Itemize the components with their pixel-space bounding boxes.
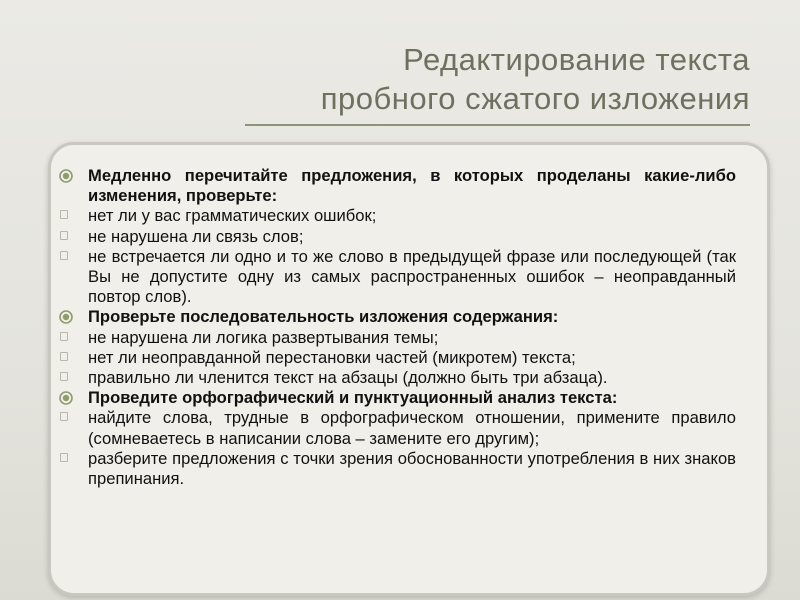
list-item-word-links <box>56 227 736 247</box>
round-bullet-icon <box>58 309 74 325</box>
list-item-paragraphs <box>56 368 736 388</box>
list-item-difficult-words <box>56 408 736 448</box>
list-item-text: не встречается ли одно и то же слово в предыдущей фразе или последующей (так Вы не допустите одну из самых распространенных ошибок – неоправданный повтор слов). <box>88 246 736 307</box>
slide-title <box>250 40 750 118</box>
list-item-text: найдите слова, трудные в орфографическом отношении, примените правило (сомневаетесь в написании слова – замените его другим); <box>88 408 736 448</box>
list-item-text: не нарушена ли связь слов; <box>88 226 304 246</box>
list-item-text: нет ли неоправданной перестановки частей (микротем) текста; <box>88 347 576 367</box>
square-bullet-icon <box>60 412 68 421</box>
list-item-check-sequence <box>56 307 736 327</box>
round-bullet-icon <box>58 390 74 406</box>
list-item-repetition <box>56 247 736 308</box>
list-item-spelling-analysis <box>56 388 736 408</box>
title-divider <box>245 124 750 126</box>
title-line-2: пробного сжатого изложения <box>320 81 750 116</box>
square-bullet-icon <box>60 251 68 260</box>
square-bullet-icon <box>60 372 68 381</box>
square-bullet-icon <box>60 210 68 219</box>
list-item-text: разберите предложения с точки зрения обоснованности употребления в них знаков препинания. <box>88 448 736 489</box>
square-bullet-icon <box>60 231 68 240</box>
list-item-logic <box>56 328 736 348</box>
list-item-text: Медленно перечитайте предложения, в которых проделаны какие-либо изменения, проверьте: <box>88 166 736 206</box>
list-item-grammar <box>56 206 736 226</box>
list-item-text: Проверьте последовательность изложения содержания: <box>88 307 559 327</box>
list-item-permutation <box>56 348 736 368</box>
list-item-text: Проведите орфографический и пунктуационный анализ текста: <box>88 388 618 408</box>
bullet-list <box>56 166 736 489</box>
round-bullet-icon <box>58 168 74 184</box>
title-line-1: Редактирование текста <box>403 42 750 77</box>
list-item-text: не нарушена ли логика развертывания темы; <box>88 327 439 347</box>
square-bullet-icon <box>60 332 68 341</box>
list-item-text: правильно ли членится текст на абзацы (должно быть три абзаца). <box>88 368 608 388</box>
list-item-text: нет ли у вас грамматических ошибок; <box>88 206 377 226</box>
list-item-punctuation <box>56 449 736 489</box>
square-bullet-icon <box>60 352 68 361</box>
list-item-check-changes <box>56 166 736 206</box>
square-bullet-icon <box>60 453 68 462</box>
